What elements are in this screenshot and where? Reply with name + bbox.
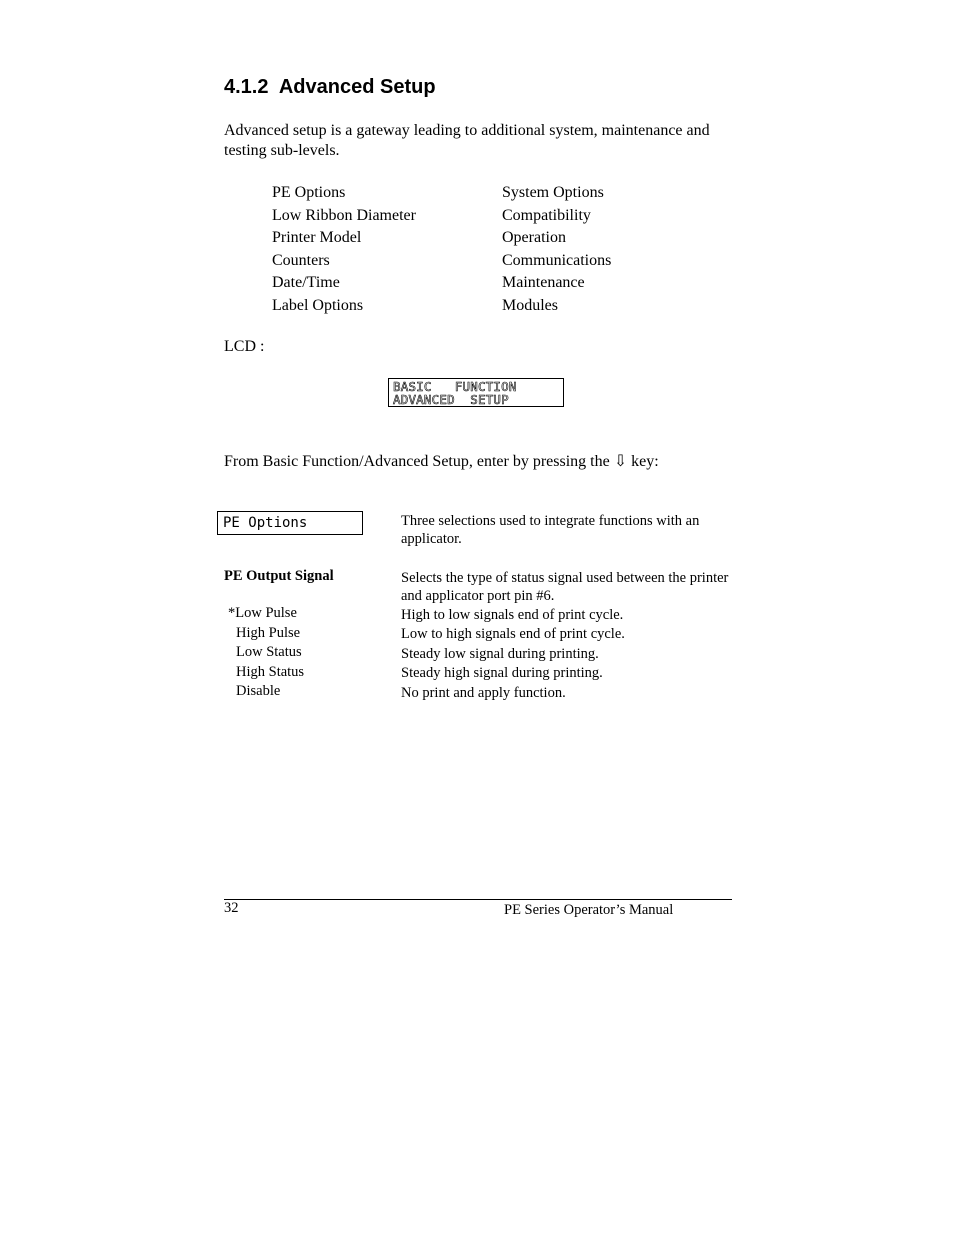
choice-high-status-desc: Steady high signal during printing. [401,665,603,681]
choice-low-status: Low Status [236,644,302,660]
section-title: Advanced Setup [278,76,436,98]
lcd-label: LCD : [224,338,265,355]
pe-output-signal-title: PE Output Signal [224,568,334,584]
lcd-line-2: ADVANCED SETUP [393,392,509,407]
option-communications: Communications [502,252,612,269]
option-label-options: Label Options [272,297,364,314]
choice-high-pulse: High Pulse [236,625,301,641]
lcd-line-1: BASIC FUNCTION [393,379,517,394]
choice-low-pulse-desc: High to low signals end of print cycle. [401,607,624,623]
option-compatibility: Compatibility [502,207,591,224]
option-counters: Counters [272,252,330,269]
instruction-text: From Basic Function/Advanced Setup, enter by pressing the ⇩ key: [224,453,659,470]
footer-rule [224,899,732,900]
option-printer-model: Printer Model [272,229,362,246]
option-operation: Operation [502,229,566,246]
choice-low-pulse: *Low Pulse [228,605,297,621]
choice-low-status-desc: Steady low signal during printing. [401,646,599,662]
pe-options-description: Three selections used to integrate functions with an applicator. [401,513,700,547]
section-number: 4.1.2 [224,76,269,98]
pe-output-signal-description: Selects the type of status signal used between the printer and applicator port pin #6. [401,570,729,604]
option-pe-options: PE Options [272,184,346,201]
option-maintenance: Maintenance [502,274,585,291]
option-date-time: Date/Time [272,274,340,291]
choice-high-pulse-desc: Low to high signals end of print cycle. [401,626,625,642]
choice-disable-desc: No print and apply function. [401,685,566,701]
option-low-ribbon-diameter: Low Ribbon Diameter [272,207,416,224]
lcd-display [388,378,564,407]
page-number: 32 [224,900,239,916]
pe-options-lcd: PE Options [217,511,363,535]
option-modules: Modules [502,297,558,314]
section-heading [224,76,436,99]
option-system-options: System Options [502,184,604,201]
manual-title: PE Series Operator’s Manual [504,902,674,918]
choice-high-status: High Status [236,664,305,680]
intro-paragraph: Advanced setup is a gateway leading to additional system, maintenance and testing sub-levels. [224,122,710,159]
choice-disable: Disable [236,683,281,699]
